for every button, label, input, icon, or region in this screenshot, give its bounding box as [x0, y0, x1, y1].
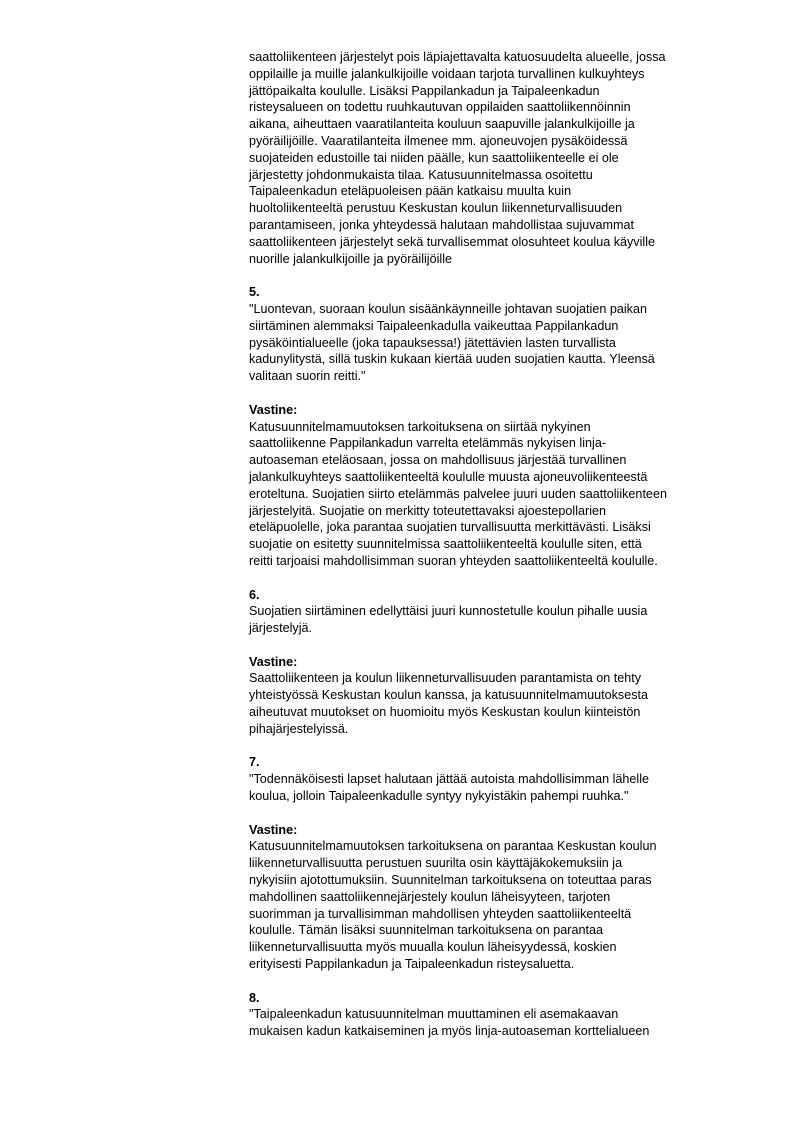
- comment-line: mukaisen kadun katkaiseminen ja myös linja-autoaseman korttelialueen: [249, 1024, 650, 1039]
- comment-line: "Todennäköisesti lapset halutaan jättää autoista mahdollisimman lähelle: [249, 772, 650, 787]
- text-line: oppilaille ja muille jalankulkijoille voidaan tarjota turvallinen kulkuyhteys: [249, 66, 645, 81]
- text-line: pyöräilijöille. Vaaratilanteita ilmenee mm. ajoneuvojen pysäköidessä: [249, 133, 628, 148]
- text-line: järjestetty johdonmukaista tilaa. Katusuunnitelmassa osoitettu: [249, 167, 593, 182]
- response-line: suojatie on esitetty suunnitelmissa saattoliikenteeltä koululle siten, että: [249, 537, 642, 552]
- response-line: jalankulkuyhteys saattoliikenteeltä koululle muusta ajoneuvoliikenteestä: [249, 469, 648, 484]
- response-heading: Vastine:: [249, 822, 298, 837]
- response-line: erityisesti Pappilankadun ja Taipaleenkadun risteysaluetta.: [249, 957, 575, 972]
- text-line: nuorille jalankulkijoille ja pyöräilijöille: [249, 251, 453, 266]
- comment-line: järjestelyjä.: [249, 621, 312, 636]
- text-line: Taipaleenkadun eteläpuoleisen pään katkaisu muulta kuin: [249, 184, 572, 199]
- section-8: [249, 990, 749, 1040]
- response-6: [249, 654, 749, 738]
- response-line: yhteistyössä Keskustan koulun kanssa, ja katusuunnitelmamuutoksesta: [249, 688, 649, 703]
- comment-line: Suojatien siirtäminen edellyttäisi juuri kunnostetulle koulun pihalle uusia: [249, 604, 648, 619]
- response-line: Katusuunnitelmamuutoksen tarkoituksena on siirtää nykyinen: [249, 419, 591, 434]
- comment-line: "Luontevan, suoraan koulun sisäänkäynneille johtavan suojatien paikan: [249, 301, 647, 316]
- response-line: pihajärjestelyissä.: [249, 721, 349, 736]
- section-6: [249, 587, 749, 637]
- response-line: autoaseman eteläosaan, jossa on mahdollisuus järjestää turvallinen: [249, 453, 627, 468]
- response-heading: Vastine:: [249, 654, 298, 669]
- section-number: 7.: [249, 755, 260, 770]
- section-number: 5.: [249, 285, 260, 300]
- response-line: järjestelyitä. Suojatie on merkitty toteutettavaksi ajoestepollarien: [249, 503, 607, 518]
- response-line: eteläpuolelle, joka parantaa suojatien turvallisuutta merkittävästi. Lisäksi: [249, 520, 651, 535]
- text-line: risteysalueen on todettu ruuhkautuvan oppilaiden saattoliikennöinnin: [249, 100, 631, 115]
- section-number: 6.: [249, 587, 260, 602]
- response-5: [249, 402, 749, 570]
- response-line: liikenneturvallisuutta perustuen suurilta osin käyttäjäkokemuksiin ja: [249, 856, 623, 871]
- comment-line: kadunylitystä, sillä tuskin kukaan kiertää uuden suojatien kautta. Yleensä: [249, 352, 655, 367]
- text-line: suojateiden edustoille tai niiden päälle, kun saattoliikenteelle ei ole: [249, 150, 619, 165]
- section-5: [249, 284, 749, 385]
- comment-line: "Taipaleenkadun katusuunnitelman muuttaminen eli asemakaavan: [249, 1007, 619, 1022]
- response-line: mahdollinen saattoliikennejärjestely koulun läheisyyteen, tarjoten: [249, 889, 611, 904]
- text-line: jättöpaikalta koululle. Lisäksi Pappilankadun ja Taipaleenkadun: [249, 83, 600, 98]
- response-line: saattoliikenne Pappilankadun varrelta etelämmäs nykyisen linja-: [249, 436, 607, 451]
- comment-line: pysäköintialueelle (joka tapauksessa!) jätettävien lasten turvallista: [249, 335, 616, 350]
- text-line: huoltoliikenteeltä perustuu Keskustan koulun liikenneturvallisuuden: [249, 201, 623, 216]
- response-line: aiheutuvat muutokset on huomioitu myös Keskustan koulun kiinteistön: [249, 705, 641, 720]
- response-7: [249, 822, 749, 973]
- response-line: liikenneturvallisuutta myös muualla koulun läheisyydessä, koskien: [249, 940, 617, 955]
- text-line: saattoliikenteen järjestelyt sekä turvallisemmat olosuhteet koulua käyville: [249, 234, 656, 249]
- text-line: aikana, aiheuttaen vaaratilanteita kouluun saapuville jalankulkijoille ja: [249, 117, 635, 132]
- comment-line: siirtäminen alemmaksi Taipaleenkadulla vaikeuttaa Pappilankadun: [249, 318, 619, 333]
- comment-line: valitaan suorin reitti.": [249, 369, 366, 384]
- response-line: reitti tarjoaisi mahdollisimman suoran yhteyden saattoliikenteeltä koululle.: [249, 553, 658, 568]
- section-7: [249, 754, 749, 804]
- response-heading: Vastine:: [249, 402, 298, 417]
- document-page: [249, 49, 749, 1040]
- text-line: saattoliikenteen järjestelyt pois läpiajettavalta katuosuudelta alueelle, jossa: [249, 50, 666, 64]
- response-line: koululle. Tämän lisäksi suunnitelman tarkoituksena on parantaa: [249, 923, 603, 938]
- text-line: parantamiseen, jonka yhteydessä halutaan mahdollistaa sujuvammat: [249, 217, 635, 232]
- comment-line: koulua, jolloin Taipaleenkadulle syntyy nykyistäkin pahempi ruuhka.": [249, 789, 629, 804]
- response-line: Katusuunnitelmamuutoksen tarkoituksena on parantaa Keskustan koulun: [249, 839, 657, 854]
- section-number: 8.: [249, 990, 260, 1005]
- response-line: suorimman ja turvallisimman mahdollisen yhteyden saattoliikenteeltä: [249, 906, 632, 921]
- intro-paragraph: [249, 49, 749, 267]
- response-line: nykyisiin ajotottumuksiin. Suunnitelman tarkoituksena on toteuttaa paras: [249, 873, 652, 888]
- response-line: eroteltuna. Suojatien siirto etelämmäs palvelee juuri uuden saattoliikenteen: [249, 486, 667, 501]
- response-line: Saattoliikenteen ja koulun liikenneturvallisuuden parantamista on tehty: [249, 671, 642, 686]
